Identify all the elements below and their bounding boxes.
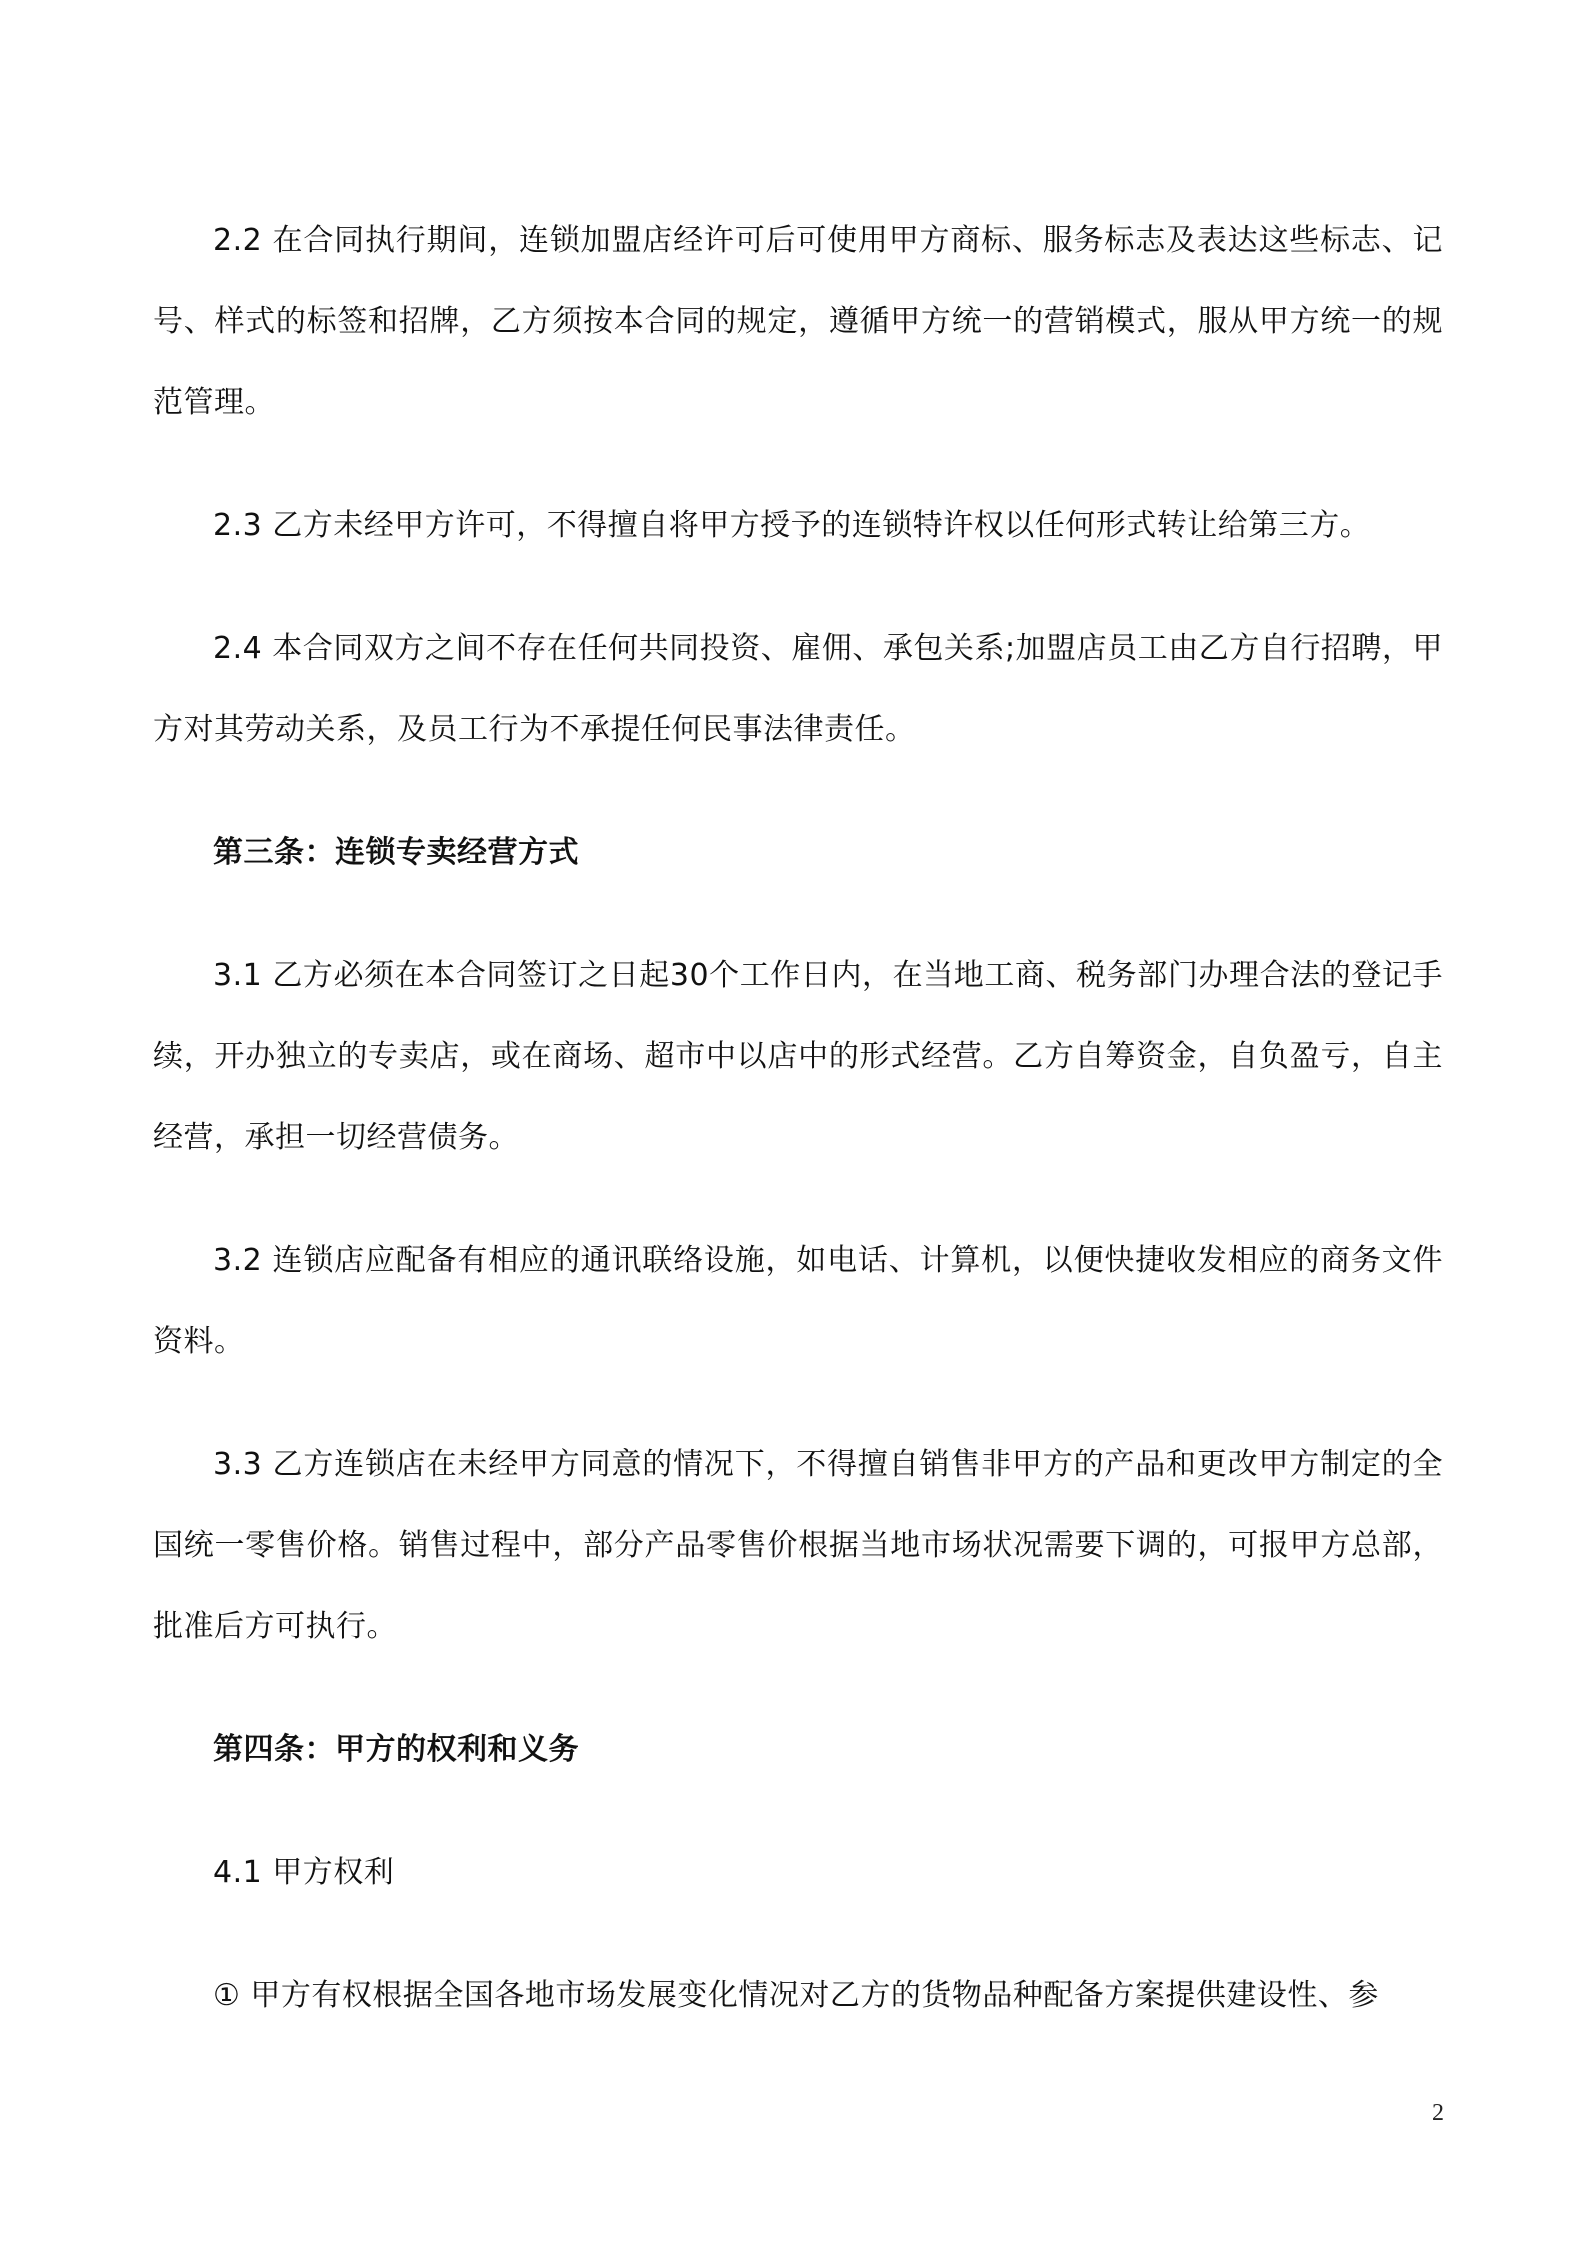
article-3-heading: 第三条：连锁专卖经营方式 [213,835,579,870]
clause-4-1-item-1: ① 甲方有权根据全国各地市场发展变化情况对乙方的货物品种配备方案提供建设性、参 [213,1978,1379,2013]
clause-2-2: 2.2 在合同执行期间，连锁加盟店经许可后可使用甲方商标、服务标志及表达这些标志、记号、样式的标签和招牌，乙方须按本合同的规定，遵循甲方统一的营销模式，服从甲方统一的规范管理。 [153,223,1443,420]
clause-3-1: 3.1 乙方必须在本合同签订之日起30个工作日内，在当地工商、税务部门办理合法的登记手续，开办独立的专卖店，或在商场、超市中以店中的形式经营。乙方自筹资金，自负盈亏，自主经营，承担一切经营债务。 [153,958,1443,1155]
clause-3-2: 3.2 连锁店应配备有相应的通讯联络设施，如电话、计算机，以便快捷收发相应的商务文件资料。 [153,1243,1443,1359]
page-number: 2 [1432,2100,1444,2126]
article-4-heading: 第四条：甲方的权利和义务 [213,1732,579,1767]
clause-2-4: 2.4 本合同双方之间不存在任何共同投资、雇佣、承包关系;加盟店员工由乙方自行招聘，甲方对其劳动关系，及员工行为不承提任何民事法律责任。 [153,631,1443,747]
clause-3-3: 3.3 乙方连锁店在未经甲方同意的情况下，不得擅自销售非甲方的产品和更改甲方制定的全国统一零售价格。销售过程中，部分产品零售价根据当地市场状况需要下调的，可报甲方总部，批准后方可执行。 [153,1447,1443,1644]
clause-4-1-heading: 4.1 甲方权利 [213,1855,395,1890]
clause-2-3: 2.3 乙方未经甲方许可，不得擅自将甲方授予的连锁特许权以任何形式转让给第三方。 [213,508,1371,543]
document-body [153,200,1443,2078]
